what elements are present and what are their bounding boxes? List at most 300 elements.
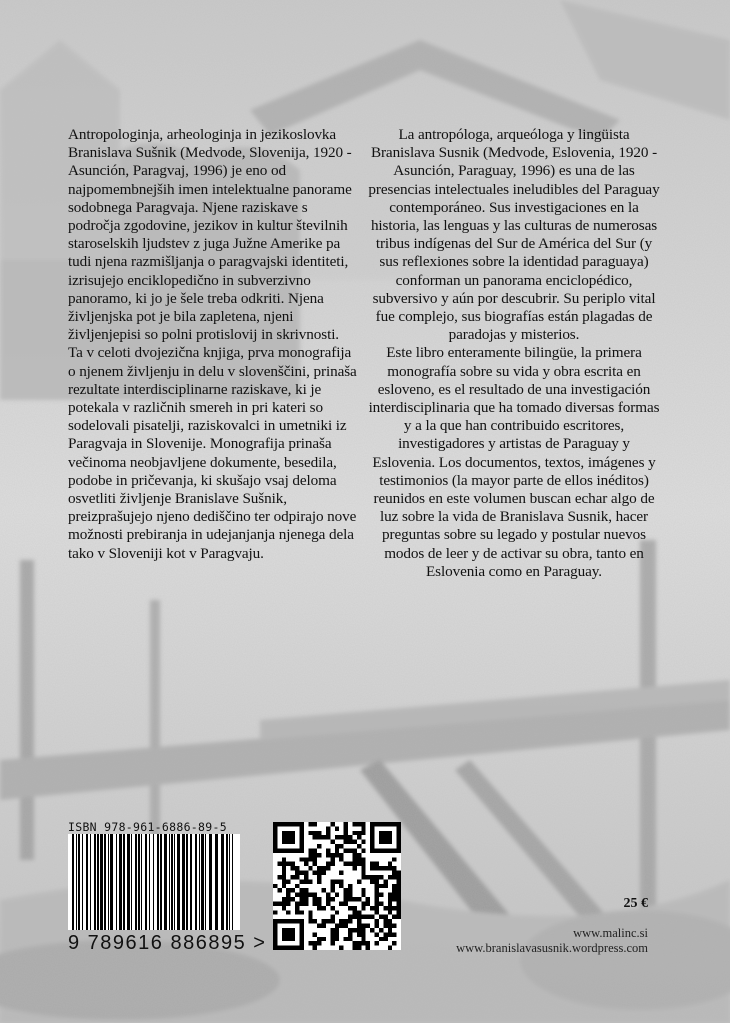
barcode-bar: [229, 834, 230, 930]
qr-module: [322, 919, 326, 923]
qr-module: [339, 857, 343, 861]
barcode-bar: [169, 834, 170, 930]
qr-module: [295, 910, 299, 914]
qr-module: [326, 901, 330, 905]
qr-module: [282, 884, 286, 888]
qr-module: [361, 915, 365, 919]
qr-module: [361, 840, 365, 844]
qr-module: [366, 946, 370, 950]
qr-module: [375, 919, 379, 923]
qr-module: [388, 906, 392, 910]
qr-module: [361, 831, 365, 835]
qr-module: [392, 915, 396, 919]
qr-module: [330, 879, 334, 883]
barcode-bar: [201, 834, 204, 930]
qr-module: [313, 946, 317, 950]
qr-module: [304, 857, 308, 861]
qr-module: [273, 910, 277, 914]
qr-module: [388, 932, 392, 936]
qr-module: [366, 901, 370, 905]
qr-module: [361, 826, 365, 830]
spanish-text-column: [368, 126, 660, 581]
qr-module: [339, 924, 343, 928]
qr-module: [317, 906, 321, 910]
qr-module: [335, 928, 339, 932]
qr-module: [370, 906, 374, 910]
qr-module: [313, 835, 317, 839]
barcode-bar: [226, 834, 228, 930]
barcode-bar: [123, 834, 125, 930]
qr-module: [335, 844, 339, 848]
qr-module: [286, 862, 290, 866]
qr-code-icon[interactable]: [273, 822, 401, 950]
qr-module: [330, 906, 334, 910]
qr-module: [397, 871, 401, 875]
qr-module: [352, 822, 356, 826]
qr-module: [344, 893, 348, 897]
barcode-bar: [127, 834, 130, 930]
qr-module: [348, 840, 352, 844]
qr-module: [361, 848, 365, 852]
qr-module: [291, 866, 295, 870]
qr-module: [379, 831, 392, 844]
qr-module: [322, 888, 326, 892]
qr-module: [352, 941, 356, 945]
qr-module: [339, 853, 343, 857]
barcode-bar: [97, 834, 99, 930]
price: 25 €: [623, 896, 648, 911]
qr-module: [397, 901, 401, 905]
qr-module: [308, 857, 312, 861]
qr-module: [357, 915, 361, 919]
barcode-bar: [171, 834, 173, 930]
qr-module: [317, 897, 321, 901]
qr-module: [277, 875, 281, 879]
qr-module: [299, 897, 303, 901]
qr-module: [317, 866, 321, 870]
qr-module: [282, 862, 286, 866]
qr-module: [317, 853, 321, 857]
qr-module: [330, 853, 334, 857]
qr-module: [330, 840, 334, 844]
barcode-bar: [131, 834, 132, 930]
qr-module: [317, 835, 321, 839]
barcode-bar: [177, 834, 180, 930]
barcode-bar: [90, 834, 91, 930]
qr-module: [335, 879, 339, 883]
qr-module: [357, 844, 361, 848]
qr-module: [295, 884, 299, 888]
qr-module: [313, 853, 317, 857]
qr-module: [392, 924, 396, 928]
qr-module: [348, 932, 352, 936]
qr-module: [308, 893, 312, 897]
publisher-url[interactable]: www.malinc.si: [573, 926, 648, 940]
qr-module: [282, 879, 286, 883]
qr-module: [326, 897, 330, 901]
qr-module: [392, 941, 396, 945]
qr-module: [357, 941, 361, 945]
qr-module: [317, 924, 321, 928]
qr-module: [348, 835, 352, 839]
qr-module: [388, 924, 392, 928]
qr-module: [286, 910, 290, 914]
qr-module: [361, 871, 365, 875]
qr-module: [375, 875, 379, 879]
qr-module: [322, 871, 326, 875]
qr-module: [392, 857, 396, 861]
qr-module: [375, 893, 379, 897]
qr-module: [361, 857, 365, 861]
qr-module: [370, 875, 374, 879]
qr-module: [308, 915, 312, 919]
qr-module: [348, 937, 352, 941]
qr-module: [330, 897, 334, 901]
qr-module: [330, 884, 334, 888]
qr-module: [375, 924, 379, 928]
barcode-bar: [157, 834, 159, 930]
qr-module: [352, 831, 356, 835]
qr-module: [383, 866, 387, 870]
barcode-bar: [199, 834, 200, 930]
qr-module: [282, 928, 295, 941]
qr-module: [397, 888, 401, 892]
qr-module: [339, 884, 343, 888]
qr-module: [295, 875, 299, 879]
qr-module: [375, 866, 379, 870]
qr-module: [379, 893, 383, 897]
qr-module: [370, 879, 374, 883]
qr-module: [357, 857, 361, 861]
qr-module: [299, 893, 303, 897]
qr-module: [388, 862, 392, 866]
barcode-bar: [174, 834, 175, 930]
qr-module: [375, 932, 379, 936]
qr-module: [317, 871, 321, 875]
barcode-bar: [221, 834, 224, 930]
qr-module: [348, 862, 352, 866]
barcode-bar: [76, 834, 77, 930]
qr-module: [277, 901, 281, 905]
qr-module: [361, 932, 365, 936]
qr-module: [397, 897, 401, 901]
qr-module: [370, 928, 374, 932]
qr-module: [379, 875, 383, 879]
barcode-bar: [138, 834, 140, 930]
barcode-bar: [205, 834, 206, 930]
slovenian-paragraph-1: Antropologinja, arheologinja in jezikoslovka Branislava Sušnik (Medvode, Slovenija, 1920 - Asunción, Paragvaj, 1996) je eno od najpomembnejših imen intelektualne panorame sodobnega Paragvaja. Njene raziskave s področja zgodovine, jezikov in kultur številnih staroselskih ljudstev z juga Južne Amerike pa tudi njena razmišljanja o paragvajski identiteti, izrisujejo enciklopedično in subverzivno panoramo, ki jo je šele treba odkriti. Njena življenjska pot je bila zapletena, njeni življenjepisi so polni protislovij in skrivnosti.: [68, 126, 352, 344]
qr-module: [313, 831, 317, 835]
qr-module: [357, 910, 361, 914]
qr-module: [361, 928, 365, 932]
qr-module: [282, 857, 286, 861]
qr-module: [357, 862, 361, 866]
qr-module: [357, 919, 361, 923]
qr-module: [388, 946, 392, 950]
qr-module: [330, 919, 334, 923]
qr-module: [357, 932, 361, 936]
qr-module: [370, 862, 374, 866]
qr-module: [299, 857, 303, 861]
qr-module: [317, 941, 321, 945]
barcode-bar: [232, 834, 233, 930]
qr-module: [313, 893, 317, 897]
qr-module: [308, 941, 312, 945]
qr-module: [348, 906, 352, 910]
qr-module: [277, 862, 281, 866]
qr-module: [295, 871, 299, 875]
qr-module: [344, 901, 348, 905]
qr-module: [308, 879, 312, 883]
qr-module: [392, 897, 396, 901]
barcode-bar: [141, 834, 142, 930]
qr-module: [326, 853, 330, 857]
qr-module: [299, 871, 303, 875]
qr-module: [291, 875, 295, 879]
qr-module: [357, 879, 361, 883]
qr-module: [392, 893, 396, 897]
qr-module: [273, 901, 277, 905]
qr-module: [348, 884, 352, 888]
qr-module: [383, 879, 387, 883]
qr-module: [361, 924, 365, 928]
qr-module: [273, 884, 277, 888]
qr-module: [344, 840, 348, 844]
qr-module: [317, 879, 321, 883]
qr-module: [361, 888, 365, 892]
barcode-bar: [72, 834, 74, 930]
qr-module: [339, 879, 343, 883]
qr-module: [322, 924, 326, 928]
qr-module: [361, 937, 365, 941]
barcode-bar: [164, 834, 167, 930]
qr-module: [375, 884, 379, 888]
qr-module: [317, 937, 321, 941]
qr-module: [375, 910, 379, 914]
qr-module: [375, 897, 379, 901]
qr-module: [286, 901, 290, 905]
qr-module: [282, 831, 295, 844]
qr-module: [392, 888, 396, 892]
qr-module: [375, 906, 379, 910]
qr-module: [375, 879, 379, 883]
publisher-urls: [456, 926, 648, 956]
qr-module: [352, 848, 356, 852]
qr-module: [339, 919, 343, 923]
qr-module: [344, 848, 348, 852]
qr-module: [379, 937, 383, 941]
qr-module: [335, 835, 339, 839]
qr-module: [366, 924, 370, 928]
qr-module: [361, 822, 365, 826]
qr-module: [286, 893, 290, 897]
qr-module: [330, 928, 334, 932]
qr-module: [361, 875, 365, 879]
qr-module: [282, 875, 286, 879]
spanish-paragraph-1: La antropóloga, arqueóloga y lingüista Branislava Susnik (Medvode, Eslovenia, 1920 - Asunción, Paraguay, 1996) es una de las presencias intelectuales ineludibles del Paraguay contemporáneo. Sus investigaciones en la historia, las lenguas y las culturas de numerosas tribus indígenas del Sur de América del Sur (y sus reflexiones sobre la identidad paraguaya) conforman un panorama enciclopédico, subversivo y aún por descubrir. Su periplo vital fue complejo, sus biografías están plagadas de paradojas y misterios.: [368, 126, 660, 344]
qr-module: [379, 866, 383, 870]
qr-module: [313, 901, 317, 905]
qr-module: [388, 910, 392, 914]
qr-module: [304, 893, 308, 897]
qr-module: [335, 893, 339, 897]
qr-module: [366, 941, 370, 945]
barcode-bar: [104, 834, 106, 930]
qr-module: [291, 897, 295, 901]
barcode-bar: [86, 834, 88, 930]
qr-module: [366, 897, 370, 901]
qr-module: [397, 893, 401, 897]
qr-module: [375, 941, 379, 945]
qr-module: [361, 893, 365, 897]
qr-module: [326, 866, 330, 870]
qr-module: [304, 879, 308, 883]
qr-module: [361, 906, 365, 910]
qr-module: [330, 932, 334, 936]
qr-module: [308, 831, 312, 835]
qr-module: [313, 932, 317, 936]
qr-module: [317, 875, 321, 879]
qr-module: [299, 888, 303, 892]
qr-module: [392, 906, 396, 910]
barcode-bar: [145, 834, 147, 930]
qr-module: [357, 853, 361, 857]
qr-module: [335, 826, 339, 830]
qr-module: [348, 888, 352, 892]
qr-module: [352, 862, 356, 866]
qr-module: [357, 946, 361, 950]
qr-module: [383, 937, 387, 941]
qr-module: [304, 875, 308, 879]
qr-module: [357, 897, 361, 901]
barcode-icon: [68, 834, 240, 930]
qr-module: [383, 906, 387, 910]
qr-module: [348, 893, 352, 897]
qr-module: [317, 901, 321, 905]
qr-module: [397, 879, 401, 883]
qr-module: [317, 831, 321, 835]
qr-module: [326, 848, 330, 852]
qr-module: [335, 937, 339, 941]
qr-module: [322, 937, 326, 941]
qr-module: [295, 866, 299, 870]
qr-module: [375, 901, 379, 905]
qr-module: [388, 928, 392, 932]
qr-module: [352, 910, 356, 914]
qr-module: [388, 901, 392, 905]
qr-module: [370, 866, 374, 870]
qr-module: [282, 871, 286, 875]
qr-module: [344, 862, 348, 866]
qr-module: [361, 862, 365, 866]
qr-module: [313, 857, 317, 861]
qr-module: [361, 941, 365, 945]
barcode-bar: [78, 834, 80, 930]
qr-module: [352, 853, 356, 857]
qr-module: [322, 866, 326, 870]
blog-url[interactable]: www.branislavasusnik.wordpress.com: [456, 941, 648, 955]
qr-module: [299, 910, 303, 914]
qr-module: [357, 822, 361, 826]
qr-module: [313, 897, 317, 901]
qr-module: [326, 835, 330, 839]
qr-module: [344, 822, 348, 826]
qr-module: [308, 866, 312, 870]
qr-module: [330, 941, 334, 945]
qr-module: [286, 897, 290, 901]
qr-module: [339, 844, 343, 848]
qr-module: [326, 826, 330, 830]
barcode-bar: [160, 834, 162, 930]
qr-module: [370, 915, 374, 919]
qr-module: [330, 857, 334, 861]
qr-module: [282, 901, 286, 905]
barcode-bar: [149, 834, 150, 930]
isbn-label: ISBN 978-961-6886-89-5: [68, 820, 227, 834]
qr-module: [282, 866, 286, 870]
qr-module: [339, 835, 343, 839]
qr-module: [388, 893, 392, 897]
qr-module: [344, 919, 348, 923]
qr-module: [344, 897, 348, 901]
qr-module: [322, 835, 326, 839]
qr-module: [317, 844, 321, 848]
qr-module: [308, 848, 312, 852]
qr-module: [335, 924, 339, 928]
qr-module: [379, 928, 383, 932]
qr-module: [335, 910, 339, 914]
qr-module: [383, 924, 387, 928]
qr-module: [383, 932, 387, 936]
qr-module: [383, 919, 387, 923]
spanish-paragraph-2: Este libro enteramente bilingüe, la primera monografía sobre su vida y obra escrita en esloveno, es el resultado de una investigación interdisciplinaria que ha tomado diversas formas y a la que han contribuido escritores, investigadores y artistas de Paraguay y Eslovenia. Los documentos, textos, imágenes y testimonios (la mayor parte de ellos inéditos) reunidos en este volumen buscan echar algo de luz sobre la vida de Branislava Susnik, hacer preguntas sobre su legado y postular nuevos modos de leer y de activar su obra, tanto en Eslovenia como en Paraguay.: [368, 344, 660, 580]
qr-module: [335, 932, 339, 936]
barcode-bar: [116, 834, 117, 930]
qr-module: [339, 946, 343, 950]
qr-module: [304, 888, 308, 892]
qr-module: [313, 871, 317, 875]
qr-module: [388, 875, 392, 879]
qr-module: [379, 915, 383, 919]
qr-module: [344, 826, 348, 830]
qr-module: [352, 866, 356, 870]
barcode-bar: [190, 834, 192, 930]
qr-module: [282, 897, 286, 901]
qr-module: [397, 884, 401, 888]
qr-module: [326, 919, 330, 923]
qr-module: [295, 901, 299, 905]
qr-module: [348, 897, 352, 901]
qr-module: [282, 906, 286, 910]
qr-module: [379, 884, 383, 888]
qr-module: [388, 866, 392, 870]
qr-module: [299, 879, 303, 883]
qr-module: [379, 901, 383, 905]
barcode-bar: [195, 834, 197, 930]
slovenian-text-column: [68, 126, 360, 563]
qr-module: [392, 871, 396, 875]
qr-module: [277, 888, 281, 892]
qr-module: [392, 875, 396, 879]
qr-module: [291, 888, 295, 892]
qr-module: [295, 906, 299, 910]
qr-module: [313, 919, 317, 923]
slovenian-paragraph-2: Ta v celoti dvojezična knjiga, prva monografija o njenem življenju in delu v slovenščini, prinaša rezultate interdisciplinarne raziskave, ki je potekala v različnih smereh in pri kateri so sodelovali pisatelji, raziskovalci in umetniki iz Paragvaja in Slovenije. Monografija prinaša večinoma neobjavljene dokumente, besedila, podobe in pričevanja, ki skušajo vsaj deloma osvetliti življenje Branislave Sušnik, preizprašujejo njeno dediščino ter odpirajo nove možnosti prebiranja in udejanjanja njenega dela tako v Sloveniji kot v Paragvaju.: [68, 344, 357, 562]
qr-module: [286, 888, 290, 892]
barcode-bar: [135, 834, 137, 930]
qr-module: [352, 906, 356, 910]
qr-module: [326, 893, 330, 897]
